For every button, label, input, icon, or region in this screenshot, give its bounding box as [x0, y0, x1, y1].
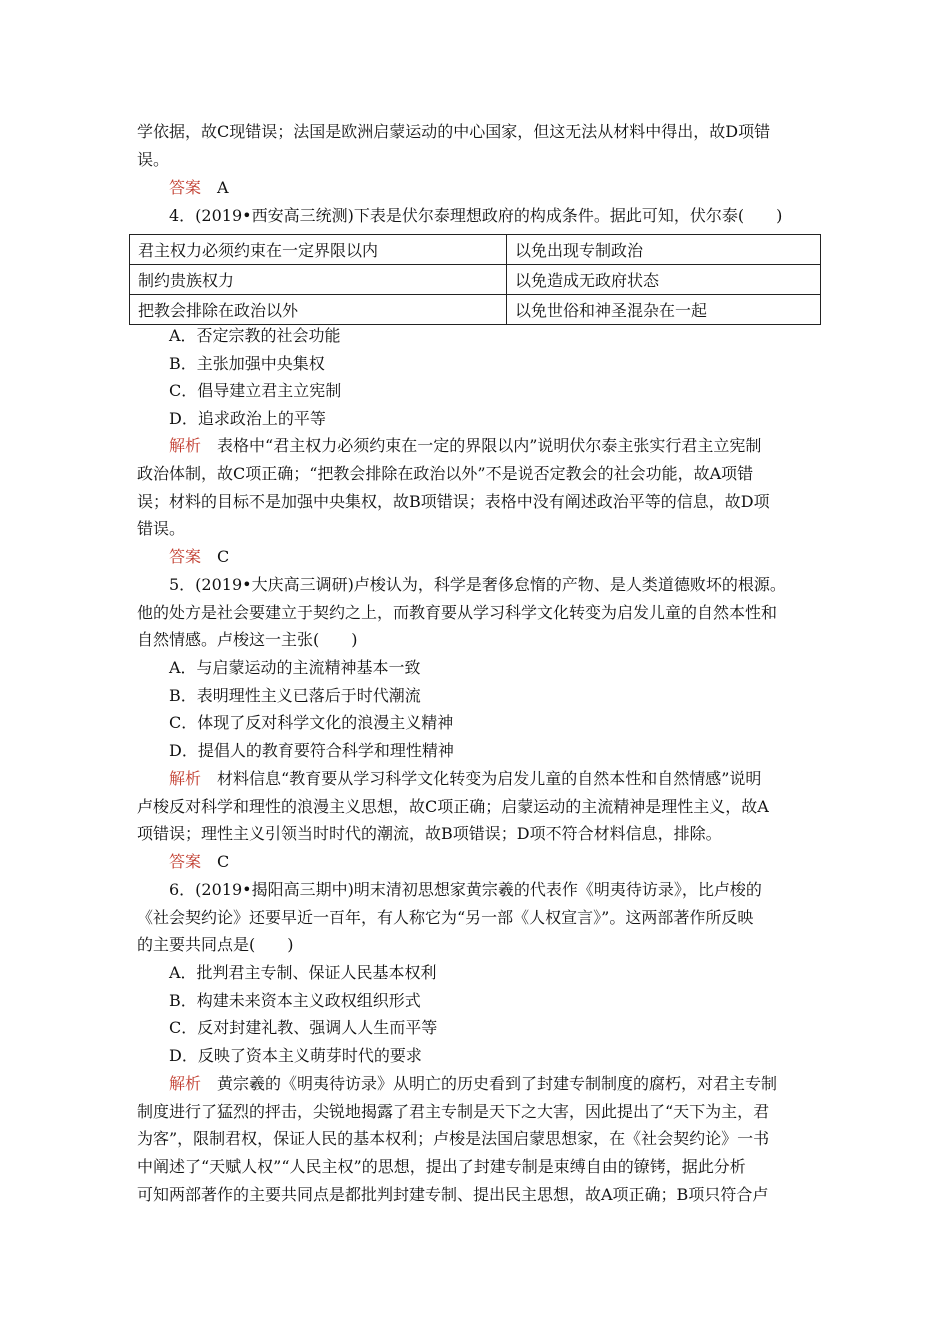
q4-option-c: C．倡导建立君主立宪制	[169, 381, 342, 400]
analysis-label: 解析	[169, 436, 202, 455]
q4-table	[129, 234, 821, 325]
table-cell: 制约贵族权力	[130, 265, 507, 295]
q5-analysis-line: 项错误；理性主义引领当时时代的潮流，故B项错误；D项不符合材料信息，排除。	[137, 824, 722, 843]
q6-option-a: A．批判君主专制、保证人民基本权利	[169, 963, 437, 982]
q6-stem-line: 《社会契约论》还要早近一百年，有人称它为“另一部《人权宣言》”。这两部著作所反映	[137, 908, 754, 927]
q6-stem: 6．(2019•揭阳高三期中)明末清初思想家黄宗羲的代表作《明夷待访录》，比卢梭的	[169, 880, 762, 899]
answer-value: C	[217, 547, 230, 566]
answer-label: 答案	[169, 547, 202, 566]
q4-analysis-first	[169, 432, 817, 460]
q5-option-d: D．提倡人的教育要符合科学和理性精神	[169, 741, 454, 760]
answer-value: A	[217, 178, 229, 197]
q5-stem-line: 自然情感。卢梭这一主张( )	[137, 630, 358, 649]
q4-analysis-line: 错误。	[137, 519, 186, 538]
q4-stem: 4．(2019•西安高三统测)下表是伏尔泰理想政府的构成条件。据此可知，伏尔泰( )	[169, 206, 783, 225]
q4-analysis-line: 政治体制，故C项正确；“把教会排除在政治以外”不是说否定教会的社会功能，故A项错	[137, 464, 754, 483]
q6-analysis-line: 制度进行了猛烈的抨击，尖锐地揭露了君主专制是天下之大害，因此提出了“天下为主，君	[137, 1102, 770, 1121]
q5-option-a: A．与启蒙运动的主流精神基本一致	[169, 658, 421, 677]
q6-analysis-line: 为客”，限制君权，保证人民的基本权利；卢梭是法国启蒙思想家，在《社会契约论》一书	[137, 1129, 770, 1148]
answer-value: C	[217, 852, 230, 871]
q4-option-a: A．否定宗教的社会功能	[169, 326, 341, 345]
intro-line: 误。	[137, 150, 170, 169]
table-cell: 以免造成无政府状态	[507, 265, 821, 295]
q6-stem-line: 的主要共同点是( )	[137, 935, 294, 954]
q5-stem-line: 他的处方是社会要建立于契约之上，而教育要从学习科学文化转变为启发儿童的自然本性和	[137, 603, 778, 622]
table-row	[130, 235, 821, 265]
q6-option-b: B．构建未来资本主义政权组织形式	[169, 991, 421, 1010]
q4-option-d: D．追求政治上的平等	[169, 409, 326, 428]
q4-answer	[169, 543, 817, 571]
q5-stem: 5．(2019•大庆高三调研)卢梭认为，科学是奢侈怠惰的产物、是人类道德败坏的根源。	[169, 575, 786, 594]
table-cell: 以免出现专制政治	[507, 235, 821, 265]
q5-analysis-first	[169, 765, 817, 793]
analysis-label: 解析	[169, 1074, 202, 1093]
answer-label: 答案	[169, 178, 202, 197]
table-cell: 把教会排除在政治以外	[130, 295, 507, 325]
q6-analysis-line: 中阐述了“天赋人权”“人民主权”的思想，提出了封建专制是束缚自由的镣铐，据此分析	[137, 1157, 746, 1176]
q6-analysis-first	[169, 1070, 817, 1098]
q6-option-d: D．反映了资本主义萌芽时代的要求	[169, 1046, 422, 1065]
analysis-label: 解析	[169, 769, 202, 788]
table-row	[130, 295, 821, 325]
q5-answer	[169, 848, 817, 876]
q5-analysis-line: 卢梭反对科学和理性的浪漫主义思想，故C项正确；启蒙运动的主流精神是理性主义，故A	[137, 797, 769, 816]
table-row	[130, 265, 821, 295]
q5-option-b: B．表明理性主义已落后于时代潮流	[169, 686, 421, 705]
q6-analysis-line: 可知两部著作的主要共同点是都批判封建专制、提出民主思想，故A项正确；B项只符合卢	[137, 1185, 769, 1204]
q4-option-b: B．主张加强中央集权	[169, 354, 325, 373]
table-cell: 君主权力必须约束在一定界限以内	[130, 235, 507, 265]
q5-option-c: C．体现了反对科学文化的浪漫主义精神	[169, 713, 454, 732]
answer-label: 答案	[169, 852, 202, 871]
analysis-text: 表格中“君主权力必须约束在一定的界限以内”说明伏尔泰主张实行君主立宪制	[217, 436, 762, 455]
q6-option-c: C．反对封建礼教、强调人人生而平等	[169, 1018, 438, 1037]
q4-analysis-line: 误；材料的目标不是加强中央集权，故B项错误；表格中没有阐述政治平等的信息，故D项	[137, 492, 770, 511]
q3-answer	[169, 174, 817, 202]
analysis-text: 黄宗羲的《明夷待访录》从明亡的历史看到了封建专制制度的腐朽，对君主专制	[217, 1074, 778, 1093]
analysis-text: 材料信息“教育要从学习科学文化转变为启发儿童的自然本性和自然情感”说明	[217, 769, 762, 788]
intro-line: 学依据，故C现错误；法国是欧洲启蒙运动的中心国家，但这无法从材料中得出，故D项错	[137, 122, 771, 141]
table-cell: 以免世俗和神圣混杂在一起	[507, 295, 821, 325]
